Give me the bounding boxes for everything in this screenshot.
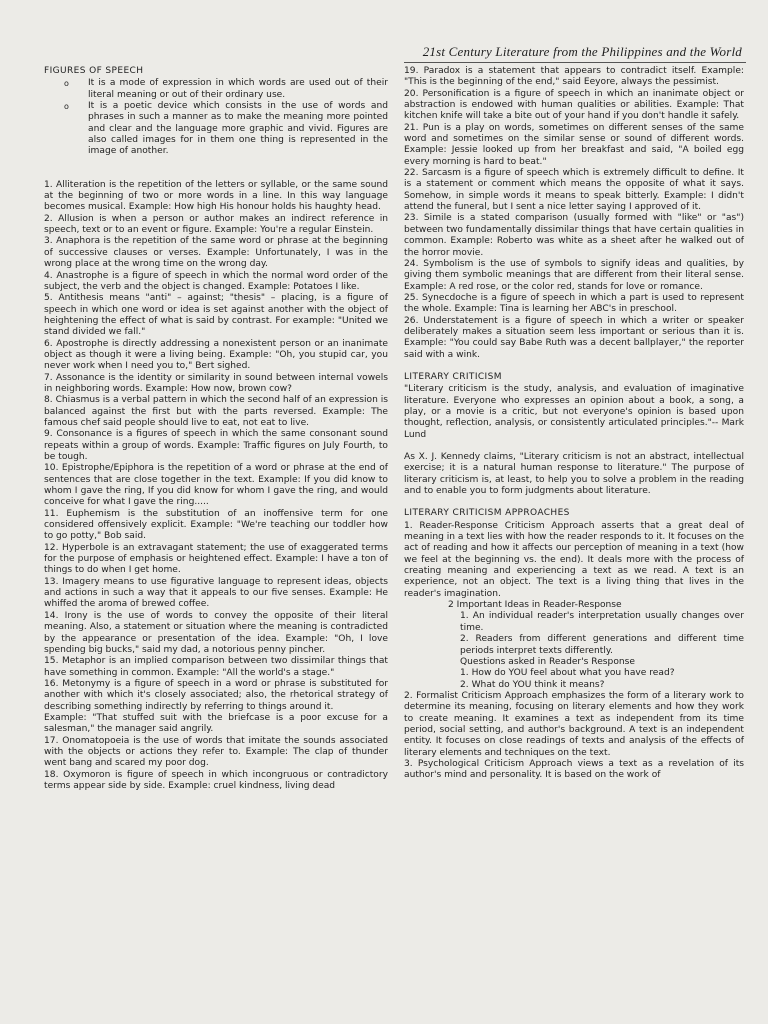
figure-item: 9. Consonance is a figures of speech in which the same consonant sound repeats within a group of words. Example: Traffic figures on July Fourth, to be tough.	[44, 429, 388, 462]
question-item: 2. What do YOU think it means?	[460, 679, 605, 690]
figure-item: 7. Assonance is the identity or similarity in sound between internal vowels in neighboring words. Example: How now, brown cow?	[44, 372, 388, 394]
psychological-paragraph: 3. Psychological Criticism Approach views a text as a revelation of its author's mind and personality. It is based on the work of	[404, 758, 744, 781]
formalist-paragraph: 2. Formalist Criticism Approach emphasizes the form of a literary work to determine its meaning, focusing on literary elements and how they work to create meaning. It examines a text as independent from its time period, social setting, and author's background. A text is an independent entity. It focuses on close readings of texts and analysis of the effects of literary elements and techniques on the text.	[404, 690, 744, 758]
literary-criticism-heading: LITERARY CRITICISM	[404, 371, 502, 382]
figure-item: 13. Imagery means to use figurative language to represent ideas, objects and actions in such a way that it appeals to our five senses. Example: He whiffed the aroma of brewed coffee.	[44, 576, 388, 610]
figure-item: 21. Pun is a play on words, sometimes on different senses of the same word and sometimes on the similar sense or sound of different words. Example: Jessie looked up from her breakfast and said, "A boiled egg every morning is hard to beat."	[404, 122, 744, 167]
questions-heading: Questions asked in Reader's Response	[460, 656, 635, 667]
bullet-icon: o	[64, 79, 69, 89]
idea-item: 1. An individual reader's interpretation usually changes over time.	[460, 611, 744, 633]
idea-item: 2. Readers from different generations and different time periods interpret texts differently.	[460, 634, 744, 656]
figure-item: 17. Onomatopoeia is the use of words that imitate the sounds associated with the objects or actions they refer to. Example: The clap of thunder went bang and scared my poor dog.	[44, 735, 388, 769]
figure-item: 1. Alliteration is the repetition of the letters or syllable, or the same sound at the beginning of two or more words in a line. In this way language becomes musical. Example: How high His honour holds his haughty head.	[44, 179, 388, 213]
figures-of-speech-heading: FIGURES OF SPEECH	[44, 66, 144, 76]
figure-item: 15. Metaphor is an implied comparison between two dissimilar things that have something in common. Example: "All the world's a stage."	[44, 656, 388, 678]
figure-item: 6. Apostrophe is directly addressing a nonexistent person or an inanimate object as though it were a living being. Example: "Oh, you stupid car, you never work when I need you to," Bert sighed.	[44, 338, 388, 372]
ideas-heading: 2 Important Ideas in Reader-Response	[448, 600, 622, 611]
figure-item: 3. Anaphora is the repetition of the same word or phrase at the beginning of successive clauses or verses. Example: Unfortunately, I was in the wrong place at the wrong time on the wrong day.	[44, 236, 388, 270]
figure-item: 24. Symbolism is the use of symbols to signify ideas and qualities, by giving them symbolic meanings that are different from their literal sense. Example: A red rose, or the color red, stands for love or romance.	[404, 258, 744, 292]
bullet-item: o It is a poetic device which consists in the use of words and phrases in such a manner as to make the meaning more pointed and clear and the language more graphic and vivid. Figures are also called images for in them one thing is represented in the image of another.	[64, 101, 388, 157]
figure-item: 26. Understatement is a figure of speech in which a writer or speaker deliberately makes a situation seem less important or serious than it is. Example: "You could say Babe Ruth was a decent ballplayer," the reporter said with a wink.	[404, 315, 744, 360]
bullet-icon: o	[64, 102, 69, 112]
figure-item: 18. Oxymoron is figure of speech in which incongruous or contradictory terms appear side by side. Example: cruel kindness, living dead	[44, 769, 388, 791]
figure-item: 14. Irony is the use of words to convey the opposite of their literal meaning. Also, a statement or situation where the meaning is contradicted by the appearance or presentation of the idea. Example: "Oh, I love spending big bucks," said my dad, a notorious penny pincher.	[44, 610, 388, 655]
figure-item: 5. Antithesis means "anti" – against; "thesis" – placing, is a figure of speech in which one word or idea is set against another with the object of heightening the effect of what is said by contrast. For example: "United we stand divided we fall."	[44, 293, 388, 338]
left-column	[44, 66, 388, 792]
header-rule	[404, 62, 746, 63]
figure-item: 23. Simile is a stated comparison (usually formed with "like" or "as") between two fundamentally dissimilar things that have certain qualities in common. Example: Roberto was white as a sheet after he walked out of the horror movie.	[404, 213, 744, 258]
figure-item: 10. Epistrophe/Epiphora is the repetition of a word or phrase at the end of sentences that are close together in the text. Example: If you did know to whom I gave the ring, If you did know for whom I gave the ring, and would conceive for what I gave the ring.....	[44, 463, 388, 508]
criticism-quote: "Literary criticism is the study, analysis, and evaluation of imaginative literature. Everyone who expresses an opinion about a book, a song, a play, or a movie is a critic, but not everyone's opinion is based upon thought, reflection, analysis, or consistently articulated principles."-- Mark Lund	[404, 384, 744, 440]
figure-item: 11. Euphemism is the substitution of an inoffensive term for one considered offensively explicit. Example: "We're teaching our toddler how to go potty," Bob said.	[44, 508, 388, 542]
figure-item: 8. Chiasmus is a verbal pattern in which the second half of an expression is balanced against the first but with the parts reversed. Example: The famous chef said people should live to eat, not eat to live.	[44, 395, 388, 428]
intro-bullets	[44, 78, 388, 157]
kennedy-paragraph: As X. J. Kennedy claims, "Literary criticism is not an abstract, intellectual exercise; it is a natural human response to literature." The purpose of literary criticism is, at least, to help you to solve a problem in the reading and to enable you to form judgments about literature.	[404, 452, 744, 497]
right-column	[404, 66, 744, 782]
figure-item: 16. Metonymy is a figure of speech in a word or phrase is substituted for another with which it's closely associated; also, the rhetorical strategy of describing something indirectly by referring to things around it.	[44, 678, 388, 712]
approaches-heading: LITERARY CRITICISM APPROACHES	[404, 508, 570, 519]
figure-item: 2. Allusion is when a person or author makes an indirect reference in speech, text or to an event or figure. Example: You're a regular Einstein.	[44, 213, 388, 236]
spacer	[44, 169, 388, 180]
figure-item: 22. Sarcasm is a figure of speech which is extremely difficult to define. It is a statement or comment which means the opposite of what it says. Somehow, in simple words it means to speak bitterly. Example: I didn't attend the funeral, but I sent a nice letter saying I approved of it.	[404, 168, 744, 213]
spacer	[44, 158, 388, 169]
figure-item: 19. Paradox is a statement that appears to contradict itself. Example: "This is the beginning of the end," said Eeyore, always the pessimist.	[404, 66, 744, 88]
reader-response-paragraph: 1. Reader-Response Criticism Approach asserts that a great deal of meaning in a text lies with how the reader responds to it. It focuses on the act of reading and how it affects our perception of meaning in a text (how we feel at the beginning vs. the end). It deals more with the process of creating meaning and experiencing a text as we read. A text is an experience, not an object. The text is a living thing that lives in the reader's imagination.	[404, 520, 744, 599]
page-header-title: 21st Century Literature from the Philippines and the World	[422, 44, 742, 59]
figure-item: 25. Synecdoche is a figure of speech in which a part is used to represent the whole. Example: Tina is learning her ABC's in preschool.	[404, 292, 744, 315]
figure-item: 4. Anastrophe is a figure of speech in which the normal word order of the subject, the verb and the object is changed. Example: Potatoes I like.	[44, 270, 388, 292]
figure-item: 12. Hyperbole is an extravagant statement; the use of exaggerated terms for the purpose of emphasis or heightened effect. Example: I have a ton of things to do when I get home.	[44, 542, 388, 576]
question-item: 1. How do YOU feel about what you have read?	[460, 668, 675, 679]
figure-item: Example: "That stuffed suit with the briefcase is a poor excuse for a salesman," the manager said angrily.	[44, 712, 388, 735]
bullet-item: o It is a mode of expression in which words are used out of their literal meaning or out of their ordinary use.	[64, 78, 388, 100]
figure-item: 20. Personification is a figure of speech in which an inanimate object or abstraction is endowed with human qualities or abilities. Example: That kitchen knife will take a bite out of your hand if you don't handle it safely.	[404, 88, 744, 122]
